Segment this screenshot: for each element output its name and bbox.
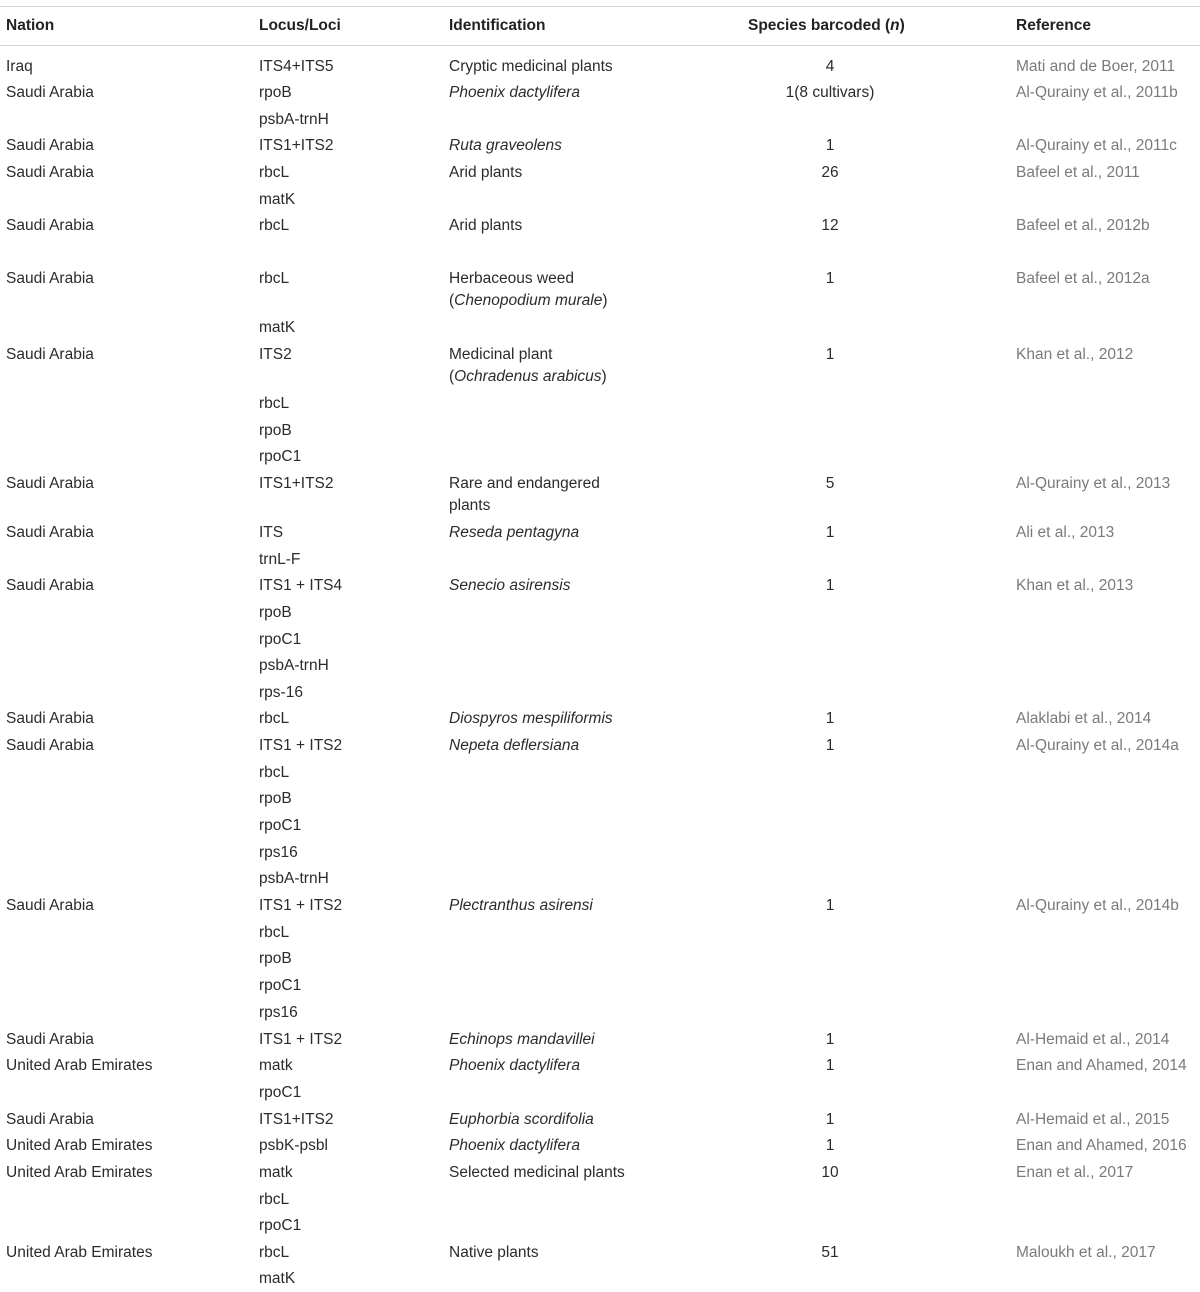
nation-cell: United Arab Emirates xyxy=(6,1164,153,1181)
locus-cell: psbK-psbl xyxy=(259,1137,328,1154)
species-count-cell: 1 xyxy=(825,1031,835,1048)
locus-cell: rps16 xyxy=(259,1004,298,1021)
reference-cell: Khan et al., 2013 xyxy=(1016,577,1134,594)
identification-cell: Native plants xyxy=(449,1244,539,1261)
header-species-prefix: Species barcoded ( xyxy=(748,17,891,34)
header-species-suffix: ) xyxy=(899,17,905,34)
locus-cell: matK xyxy=(259,1270,296,1287)
nation-cell: Saudi Arabia xyxy=(6,1111,94,1128)
nation-cell: Saudi Arabia xyxy=(6,475,94,492)
locus-cell: rbcL xyxy=(259,764,290,781)
locus-cell: ITS1 + ITS2 xyxy=(259,897,343,914)
nation-cell: Saudi Arabia xyxy=(6,524,94,541)
locus-cell: rpoC1 xyxy=(259,817,302,834)
nation-cell: Saudi Arabia xyxy=(6,577,94,594)
header-reference: Reference xyxy=(1016,17,1091,34)
locus-cell: matk xyxy=(259,1057,293,1074)
nation-cell: United Arab Emirates xyxy=(6,1244,153,1261)
species-count-cell: 1 xyxy=(825,710,835,727)
species-count-cell: 1 xyxy=(825,1137,835,1154)
locus-cell: matK xyxy=(259,319,296,336)
locus-cell: matk xyxy=(259,1164,293,1181)
locus-cell: ITS1+ITS2 xyxy=(259,137,334,154)
reference-cell: Ali et al., 2013 xyxy=(1016,524,1115,541)
species-count-cell: 51 xyxy=(821,1244,839,1261)
species-count-cell: 1 xyxy=(825,897,835,914)
species-count-cell: 1 xyxy=(825,137,835,154)
locus-cell: rbcL xyxy=(259,710,290,727)
reference-cell: Enan et al., 2017 xyxy=(1016,1164,1134,1181)
identification-cell: Arid plants xyxy=(449,164,523,181)
identification-cell: Senecio asirensis xyxy=(449,577,571,594)
reference-cell: Al-Qurainy et al., 2014b xyxy=(1016,897,1179,914)
locus-cell: rbcL xyxy=(259,924,290,941)
identification-cell: Nepeta deflersiana xyxy=(449,737,580,754)
reference-cell: Al-Qurainy et al., 2013 xyxy=(1016,475,1171,492)
reference-cell: Enan and Ahamed, 2014 xyxy=(1016,1057,1187,1074)
reference-cell: Enan and Ahamed, 2016 xyxy=(1016,1137,1187,1154)
nation-cell: United Arab Emirates xyxy=(6,1057,153,1074)
reference-cell: Alaklabi et al., 2014 xyxy=(1016,710,1152,727)
identification-cell: Ruta graveolens xyxy=(449,137,562,154)
locus-cell: rps-16 xyxy=(259,684,303,701)
nation-cell: Iraq xyxy=(6,58,33,75)
locus-cell: rbcL xyxy=(259,1244,290,1261)
locus-cell: ITS1 + ITS2 xyxy=(259,737,343,754)
locus-cell: rpoB xyxy=(259,790,292,807)
nation-cell: Saudi Arabia xyxy=(6,270,94,287)
nation-cell: Saudi Arabia xyxy=(6,346,94,363)
nation-cell: Saudi Arabia xyxy=(6,164,94,181)
reference-cell: Al-Hemaid et al., 2015 xyxy=(1016,1111,1170,1128)
locus-cell: trnL-F xyxy=(259,551,301,568)
locus-cell: ITS xyxy=(259,524,284,541)
species-count-cell: 1 xyxy=(825,1057,835,1074)
paren-open: ( xyxy=(449,292,455,309)
species-count-cell: 4 xyxy=(825,58,835,75)
reference-cell: Al-Qurainy et al., 2011b xyxy=(1016,84,1178,101)
locus-cell: rbcL xyxy=(259,395,290,412)
nation-cell: Saudi Arabia xyxy=(6,84,94,101)
species-name: Chenopodium murale xyxy=(454,292,603,309)
species-count-cell: 1 xyxy=(825,346,835,363)
locus-cell: rbcL xyxy=(259,217,290,234)
identification-cell: Phoenix dactylifera xyxy=(449,1057,580,1074)
nation-cell: Saudi Arabia xyxy=(6,217,94,234)
header-nation: Nation xyxy=(6,17,55,34)
species-count-cell: 1 xyxy=(825,524,835,541)
header-rule-bottom xyxy=(0,45,1200,46)
identification-cell: Plectranthus asirensi xyxy=(449,897,593,914)
identification-cell xyxy=(449,366,607,388)
locus-cell: rpoC1 xyxy=(259,1084,302,1101)
locus-cell: rbcL xyxy=(259,164,290,181)
locus-cell: rbcL xyxy=(259,270,290,287)
identification-cell: Cryptic medicinal plants xyxy=(449,58,613,75)
nation-cell: Saudi Arabia xyxy=(6,137,94,154)
species-count-cell: 12 xyxy=(821,217,839,234)
reference-cell: Mati and de Boer, 2011 xyxy=(1016,58,1176,75)
header-identification: Identification xyxy=(449,17,546,34)
header-locus: Locus/Loci xyxy=(259,17,341,34)
locus-cell: rps16 xyxy=(259,844,298,861)
species-count-cell: 1(8 cultivars) xyxy=(785,84,875,101)
paren-close: ) xyxy=(601,368,607,385)
nation-cell: United Arab Emirates xyxy=(6,1137,153,1154)
identification-cell: Diospyros mespiliformis xyxy=(449,710,613,727)
species-count-cell: 26 xyxy=(821,164,839,181)
identification-cell: Echinops mandavillei xyxy=(449,1031,595,1048)
species-count-cell: 10 xyxy=(821,1164,839,1181)
species-name: Ochradenus arabicus xyxy=(454,368,602,385)
locus-cell: ITS1 + ITS2 xyxy=(259,1031,343,1048)
locus-cell: rpoC1 xyxy=(259,977,302,994)
nation-cell: Saudi Arabia xyxy=(6,710,94,727)
identification-cell: Euphorbia scordifolia xyxy=(449,1111,594,1128)
reference-cell: Khan et al., 2012 xyxy=(1016,346,1134,363)
identification-cell xyxy=(449,290,608,312)
identification-cell: Reseda pentagyna xyxy=(449,524,580,541)
identification-cell: plants xyxy=(449,497,491,514)
locus-cell: rpoB xyxy=(259,604,292,621)
header-rule-top xyxy=(0,6,1200,7)
identification-cell: Phoenix dactylifera xyxy=(449,1137,580,1154)
locus-cell: ITS1+ITS2 xyxy=(259,1111,334,1128)
identification-cell: Phoenix dactylifera xyxy=(449,84,580,101)
identification-cell: Arid plants xyxy=(449,217,523,234)
locus-cell: ITS4+ITS5 xyxy=(259,58,334,75)
species-count-cell: 1 xyxy=(825,577,835,594)
species-count-cell: 1 xyxy=(825,1111,835,1128)
identification-cell: Rare and endangered xyxy=(449,475,600,492)
reference-cell: Maloukh et al., 2017 xyxy=(1016,1244,1156,1261)
paren-open: ( xyxy=(449,368,455,385)
nation-cell: Saudi Arabia xyxy=(6,897,94,914)
reference-cell: Al-Qurainy et al., 2011c xyxy=(1016,137,1177,154)
reference-cell: Bafeel et al., 2011 xyxy=(1016,164,1140,181)
reference-cell: Bafeel et al., 2012a xyxy=(1016,270,1150,287)
locus-cell: rpoB xyxy=(259,422,292,439)
locus-cell: psbA-trnH xyxy=(259,657,329,674)
header-species-barcoded xyxy=(748,16,905,36)
species-count-cell: 1 xyxy=(825,270,835,287)
locus-cell: rpoC1 xyxy=(259,631,302,648)
species-count-cell: 5 xyxy=(825,475,835,492)
locus-cell: rpoC1 xyxy=(259,448,302,465)
identification-cell: Medicinal plant xyxy=(449,346,553,363)
nation-cell: Saudi Arabia xyxy=(6,1031,94,1048)
locus-cell: psbA-trnH xyxy=(259,870,329,887)
locus-cell: ITS1 + ITS4 xyxy=(259,577,343,594)
reference-cell: Bafeel et al., 2012b xyxy=(1016,217,1150,234)
identification-cell: Selected medicinal plants xyxy=(449,1164,625,1181)
header-species-n: n xyxy=(890,17,900,34)
locus-cell: rpoB xyxy=(259,950,292,967)
locus-cell: matK xyxy=(259,191,296,208)
locus-cell: psbA-trnH xyxy=(259,111,329,128)
identification-cell: Herbaceous weed xyxy=(449,270,574,287)
locus-cell: rpoB xyxy=(259,84,292,101)
locus-cell: ITS1+ITS2 xyxy=(259,475,334,492)
paren-close: ) xyxy=(602,292,608,309)
locus-cell: ITS2 xyxy=(259,346,292,363)
locus-cell: rbcL xyxy=(259,1191,290,1208)
locus-cell: rpoC1 xyxy=(259,1217,302,1234)
reference-cell: Al-Hemaid et al., 2014 xyxy=(1016,1031,1170,1048)
nation-cell: Saudi Arabia xyxy=(6,737,94,754)
species-count-cell: 1 xyxy=(825,737,835,754)
reference-cell: Al-Qurainy et al., 2014a xyxy=(1016,737,1179,754)
